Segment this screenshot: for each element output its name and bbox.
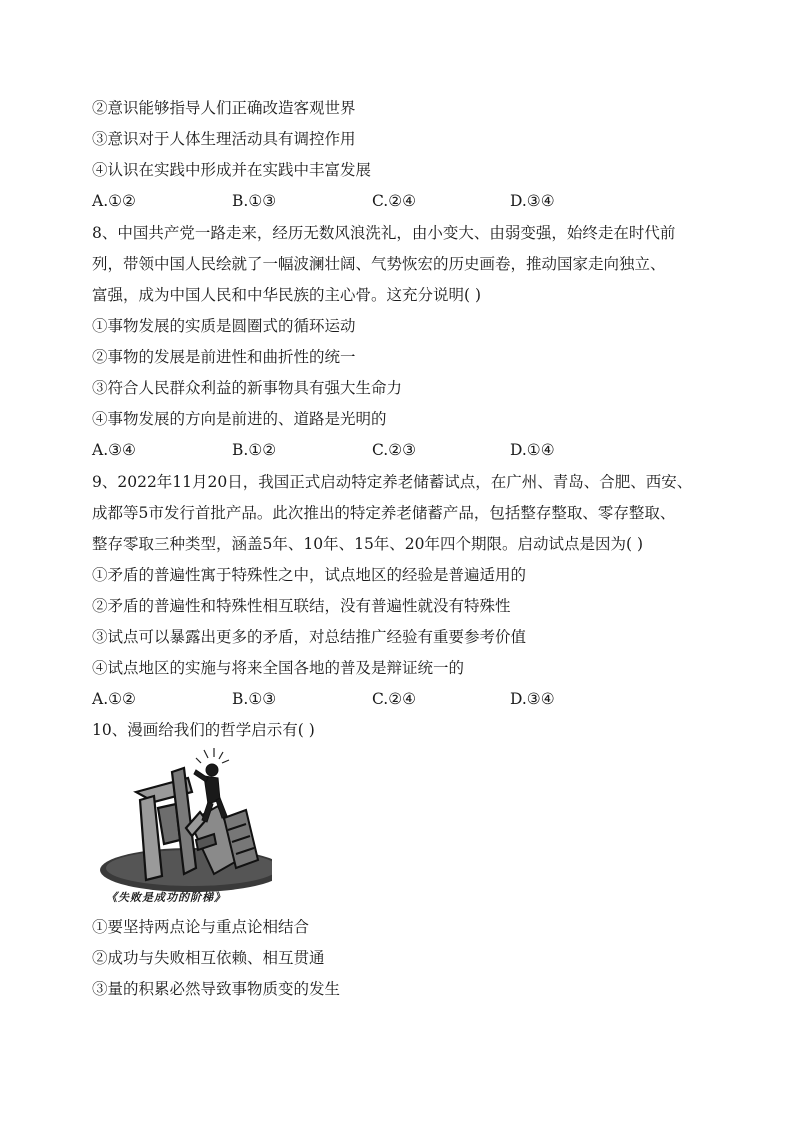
cartoon-caption: 《失败是成功的阶梯》: [106, 891, 226, 904]
q10-item-2: ②成功与失败相互依赖、相互贯通: [92, 949, 325, 967]
q8-option-a[interactable]: A.③④: [92, 441, 136, 459]
q7-option-c[interactable]: C.②④: [372, 192, 417, 210]
q9-option-c[interactable]: C.②④: [372, 690, 417, 708]
q10-stem: 10、漫画给我们的哲学启示有( ): [92, 721, 315, 739]
q8-option-d[interactable]: D.①④: [510, 441, 555, 459]
q8-stem-line-3: 富强，成为中国人民和中华民族的主心骨。这充分说明( ): [92, 286, 482, 304]
q8-item-1: ①事物发展的实质是圆圈式的循环运动: [92, 317, 356, 335]
cartoon-illustration: [96, 748, 272, 908]
q9-option-a[interactable]: A.①②: [92, 690, 136, 708]
q7-option-b[interactable]: B.①③: [232, 192, 277, 210]
q8-item-4: ④事物发展的方向是前进的、道路是光明的: [92, 410, 387, 428]
q8-option-c[interactable]: C.②③: [372, 441, 417, 459]
q10-item-1: ①要坚持两点论与重点论相结合: [92, 918, 310, 936]
q8-stem-line-2: 列，带领中国人民绘就了一幅波澜壮阔、气势恢宏的历史画卷，推动国家走向独立、: [92, 255, 666, 273]
q7-item-4: ④认识在实践中形成并在实践中丰富发展: [92, 161, 372, 179]
q8-stem-line-1: 8、中国共产党一路走来，经历无数风浪洗礼，由小变大、由弱变强，始终走在时代前: [92, 224, 676, 242]
q7-item-3: ③意识对于人体生理活动具有调控作用: [92, 130, 356, 148]
q9-item-4: ④试点地区的实施与将来全国各地的普及是辩证统一的: [92, 659, 465, 677]
q7-option-d[interactable]: D.③④: [510, 192, 555, 210]
q9-stem-line-2: 成都等5市发行首批产品。此次推出的特定养老储蓄产品，包括整存整取、零存整取、: [92, 504, 676, 522]
q10-item-3: ③量的积累必然导致事物质变的发生: [92, 980, 341, 998]
q8-option-b[interactable]: B.①②: [232, 441, 277, 459]
q9-stem-line-3: 整存零取三种类型，涵盖5年、10年、15年、20年四个期限。启动试点是因为( ): [92, 535, 644, 553]
q7-option-a[interactable]: A.①②: [92, 192, 136, 210]
q9-option-d[interactable]: D.③④: [510, 690, 555, 708]
q8-item-3: ③符合人民群众利益的新事物具有强大生命力: [92, 379, 403, 397]
q9-item-3: ③试点可以暴露出更多的矛盾，对总结推广经验有重要参考价值: [92, 628, 527, 646]
q9-item-2: ②矛盾的普遍性和特殊性相互联结，没有普遍性就没有特殊性: [92, 597, 511, 615]
q9-stem-line-1: 9、2022年11月20日，我国正式启动特定养老储蓄试点，在广州、青岛、合肥、西安、: [92, 473, 693, 491]
q9-item-1: ①矛盾的普遍性寓于特殊性之中，试点地区的经验是普遍适用的: [92, 566, 527, 584]
q8-item-2: ②事物的发展是前进性和曲折性的统一: [92, 348, 356, 366]
q7-item-2: ②意识能够指导人们正确改造客观世界: [92, 99, 356, 117]
q9-option-b[interactable]: B.①③: [232, 690, 277, 708]
